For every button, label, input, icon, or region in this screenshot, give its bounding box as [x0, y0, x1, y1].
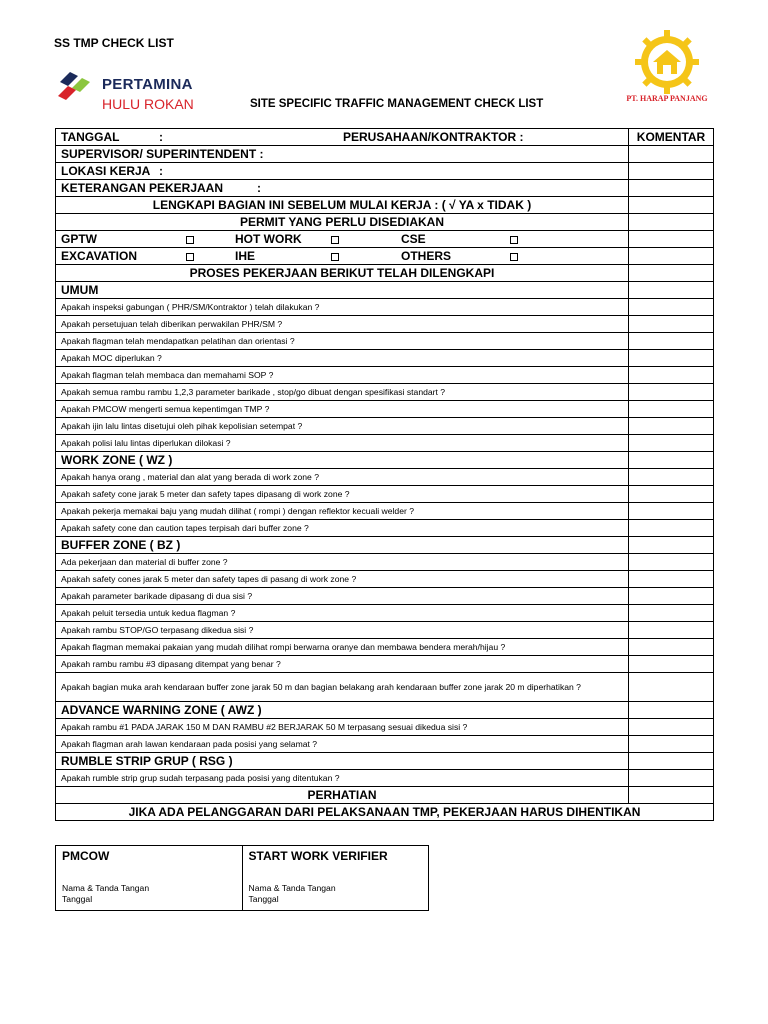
section-title-umum: UMUM [56, 282, 629, 299]
section-title-rsg: RUMBLE STRIP GRUP ( RSG ) [56, 753, 629, 770]
question-text: Apakah flagman memakai pakaian yang mudah dilihat rompi berwarna oranye dan membawa bendera merah/hijau ? [56, 639, 629, 656]
instruction-text: LENGKAPI BAGIAN INI SEBELUM MULAI KERJA : ( √ YA x TIDAK ) [56, 197, 629, 214]
question-row [56, 418, 714, 435]
question-text: Apakah rambu #1 PADA JARAK 150 M DAN RAMBU #2 BERJARAK 50 M terpasang sesuai dikedua sisi ? [56, 719, 629, 736]
harap-panjang-logo-name: PT. HARAP PANJANG [626, 94, 708, 103]
komentar-cell[interactable] [629, 537, 714, 554]
section-row [56, 282, 714, 299]
question-text: Ada pekerjaan dan material di buffer zone ? [56, 554, 629, 571]
komentar-cell[interactable] [629, 435, 714, 452]
komentar-cell[interactable] [629, 787, 714, 804]
tanggal-cell[interactable] [56, 129, 629, 146]
lokasi-row [56, 163, 714, 180]
komentar-cell[interactable] [629, 452, 714, 469]
permit-gptw-label: GPTW [61, 232, 97, 246]
question-text: Apakah PMCOW mengerti semua kepentimgan TMP ? [56, 401, 629, 418]
komentar-cell[interactable] [629, 656, 714, 673]
pertamina-logo [54, 64, 214, 114]
komentar-cell[interactable] [629, 622, 714, 639]
section-row [56, 452, 714, 469]
lokasi-colon: : [159, 164, 163, 178]
pmcow-title: PMCOW [62, 849, 110, 863]
section-title-bz: BUFFER ZONE ( BZ ) [56, 537, 629, 554]
tanggal-label: TANGGAL [61, 130, 120, 144]
komentar-cell[interactable] [629, 673, 714, 702]
verifier-title: START WORK VERIFIER [248, 849, 388, 863]
signature-table [55, 845, 429, 911]
komentar-cell[interactable] [629, 605, 714, 622]
komentar-cell[interactable] [629, 316, 714, 333]
question-text: Apakah polisi lalu lintas diperlukan dilokasi ? [56, 435, 629, 452]
komentar-cell[interactable] [629, 736, 714, 753]
question-row [56, 384, 714, 401]
question-text: Apakah peluit tersedia untuk kedua flagman ? [56, 605, 629, 622]
komentar-cell[interactable] [629, 367, 714, 384]
komentar-cell[interactable] [629, 384, 714, 401]
question-text: Apakah rambu rambu #3 dipasang ditempat yang benar ? [56, 656, 629, 673]
permit-ihe-checkbox[interactable] [331, 253, 339, 261]
permit-cell [56, 231, 629, 248]
question-text: Apakah semua rambu rambu 1,2,3 parameter barikade , stop/go dibuat dengan spesifikasi standart ? [56, 384, 629, 401]
komentar-cell[interactable] [629, 180, 714, 197]
question-row [56, 316, 714, 333]
komentar-cell[interactable] [629, 350, 714, 367]
komentar-cell[interactable] [629, 753, 714, 770]
question-text: Apakah pekerja memakai baju yang mudah dilihat ( rompi ) dengan reflektor kecuali welder ? [56, 503, 629, 520]
komentar-cell[interactable] [629, 588, 714, 605]
komentar-cell[interactable] [629, 639, 714, 656]
tanggal-colon: : [159, 130, 163, 144]
permit-excavation-label: EXCAVATION [61, 249, 138, 263]
header-row [56, 129, 714, 146]
permit-excavation-checkbox[interactable] [186, 253, 194, 261]
supervisor-cell[interactable]: SUPERVISOR/ SUPERINTENDENT : [56, 146, 629, 163]
komentar-cell[interactable] [629, 146, 714, 163]
komentar-cell[interactable] [629, 333, 714, 350]
komentar-cell[interactable] [629, 554, 714, 571]
question-row [56, 333, 714, 350]
permit-cse-label: CSE [401, 232, 426, 246]
question-row [56, 350, 714, 367]
perhatian-row [56, 787, 714, 804]
komentar-cell[interactable] [629, 486, 714, 503]
komentar-cell[interactable] [629, 401, 714, 418]
page-title: SITE SPECIFIC TRAFFIC MANAGEMENT CHECK LIST [250, 98, 544, 110]
komentar-cell[interactable] [629, 702, 714, 719]
perusahaan-label: PERUSAHAAN/KONTRAKTOR : [343, 130, 524, 144]
komentar-header: KOMENTAR [629, 129, 714, 146]
question-row [56, 622, 714, 639]
pertamina-logo-icon [54, 66, 98, 110]
verifier-date-label: Tanggal [248, 894, 279, 904]
komentar-cell[interactable] [629, 282, 714, 299]
question-row [56, 605, 714, 622]
permit-others-checkbox[interactable] [510, 253, 518, 261]
komentar-cell[interactable] [629, 719, 714, 736]
section-row [56, 753, 714, 770]
question-row [56, 736, 714, 753]
question-row [56, 299, 714, 316]
perhatian-title: PERHATIAN [56, 787, 629, 804]
question-row [56, 401, 714, 418]
question-text: Apakah hanya orang , material dan alat yang berada di work zone ? [56, 469, 629, 486]
question-row [56, 719, 714, 736]
lokasi-cell[interactable] [56, 163, 629, 180]
komentar-cell[interactable] [629, 248, 714, 265]
question-text: Apakah persetujuan telah diberikan perwakilan PHR/SM ? [56, 316, 629, 333]
komentar-cell[interactable] [629, 197, 714, 214]
question-row [56, 639, 714, 656]
verifier-name-label: Nama & Tanda Tangan [248, 883, 336, 893]
komentar-cell[interactable] [629, 231, 714, 248]
proses-title: PROSES PEKERJAAN BERIKUT TELAH DILENGKAPI [56, 265, 629, 282]
keterangan-row [56, 180, 714, 197]
lokasi-label: LOKASI KERJA [61, 164, 151, 178]
document-code: SS TMP CHECK LIST [54, 36, 174, 50]
question-text: Apakah bagian muka arah kendaraan buffer zone jarak 50 m dan bagian belakang arah kendaraan buffer zone jarak 20 m diperhatikan ? [56, 673, 629, 702]
question-text: Apakah safety cones jarak 5 meter dan safety tapes di pasang di work zone ? [56, 571, 629, 588]
question-text: Apakah rambu STOP/GO terpasang dikedua sisi ? [56, 622, 629, 639]
keterangan-label: KETERANGAN PEKERJAAN [61, 181, 224, 195]
permit-hotwork-checkbox[interactable] [331, 236, 339, 244]
komentar-cell[interactable] [629, 265, 714, 282]
checklist-table [55, 128, 714, 821]
question-text: Apakah inspeksi gabungan ( PHR/SM/Kontraktor ) telah dilakukan ? [56, 299, 629, 316]
pmcow-date-label: Tanggal [62, 894, 93, 904]
permit-row [56, 248, 714, 265]
permit-row [56, 231, 714, 248]
question-row [56, 469, 714, 486]
komentar-cell[interactable] [629, 469, 714, 486]
verifier-signature-box[interactable] [242, 846, 429, 911]
komentar-cell[interactable] [629, 299, 714, 316]
question-text: Apakah flagman telah mendapatkan pelatihan dan orientasi ? [56, 333, 629, 350]
question-text: Apakah flagman arah lawan kendaraan pada posisi yang selamat ? [56, 736, 629, 753]
pertamina-logo-name: PERTAMINA [102, 76, 193, 93]
komentar-cell[interactable] [629, 520, 714, 537]
section-row [56, 702, 714, 719]
question-row [56, 770, 714, 787]
pertamina-logo-sub: HULU ROKAN [102, 96, 194, 112]
question-row [56, 554, 714, 571]
pmcow-signature-box[interactable] [56, 846, 243, 911]
instruction-row [56, 197, 714, 214]
question-text: Apakah parameter barikade dipasang di dua sisi ? [56, 588, 629, 605]
permit-cell [56, 248, 629, 265]
question-row [56, 486, 714, 503]
komentar-cell[interactable] [629, 163, 714, 180]
komentar-cell[interactable] [629, 418, 714, 435]
section-title-wz: WORK ZONE ( WZ ) [56, 452, 629, 469]
warning-text: JIKA ADA PELANGGARAN DARI PELAKSANAAN TMP, PEKERJAAN HARUS DIHENTIKAN [56, 804, 714, 821]
harap-panjang-logo-icon [635, 30, 699, 94]
komentar-cell[interactable] [629, 214, 714, 231]
harap-panjang-logo [620, 30, 714, 110]
question-text: Apakah safety cone dan caution tapes terpisah dari buffer zone ? [56, 520, 629, 537]
question-row [56, 435, 714, 452]
komentar-cell[interactable] [629, 571, 714, 588]
pmcow-name-label: Nama & Tanda Tangan [62, 883, 150, 893]
keterangan-colon: : [257, 181, 261, 195]
question-text: Apakah safety cone jarak 5 meter dan safety tapes dipasang di work zone ? [56, 486, 629, 503]
question-row [56, 367, 714, 384]
permit-others-label: OTHERS [401, 249, 452, 263]
question-text: Apakah rumble strip grup sudah terpasang pada posisi yang ditentukan ? [56, 770, 629, 787]
section-title-awz: ADVANCE WARNING ZONE ( AWZ ) [56, 702, 629, 719]
permit-title: PERMIT YANG PERLU DISEDIAKAN [56, 214, 629, 231]
warning-row [56, 804, 714, 821]
keterangan-cell[interactable] [56, 180, 629, 197]
question-text: Apakah ijin lalu lintas disetujui oleh pihak kepolisian setempat ? [56, 418, 629, 435]
permit-title-row [56, 214, 714, 231]
question-row [56, 503, 714, 520]
permit-cse-checkbox[interactable] [510, 236, 518, 244]
question-text: Apakah flagman telah membaca dan memahami SOP ? [56, 367, 629, 384]
komentar-cell[interactable] [629, 503, 714, 520]
permit-hotwork-label: HOT WORK [235, 232, 302, 246]
question-row [56, 571, 714, 588]
permit-gptw-checkbox[interactable] [186, 236, 194, 244]
question-row [56, 656, 714, 673]
question-row [56, 588, 714, 605]
question-text: Apakah MOC diperlukan ? [56, 350, 629, 367]
komentar-cell[interactable] [629, 770, 714, 787]
question-row [56, 520, 714, 537]
question-row [56, 673, 714, 702]
proses-title-row [56, 265, 714, 282]
section-row [56, 537, 714, 554]
permit-ihe-label: IHE [235, 249, 256, 263]
supervisor-row [56, 146, 714, 163]
